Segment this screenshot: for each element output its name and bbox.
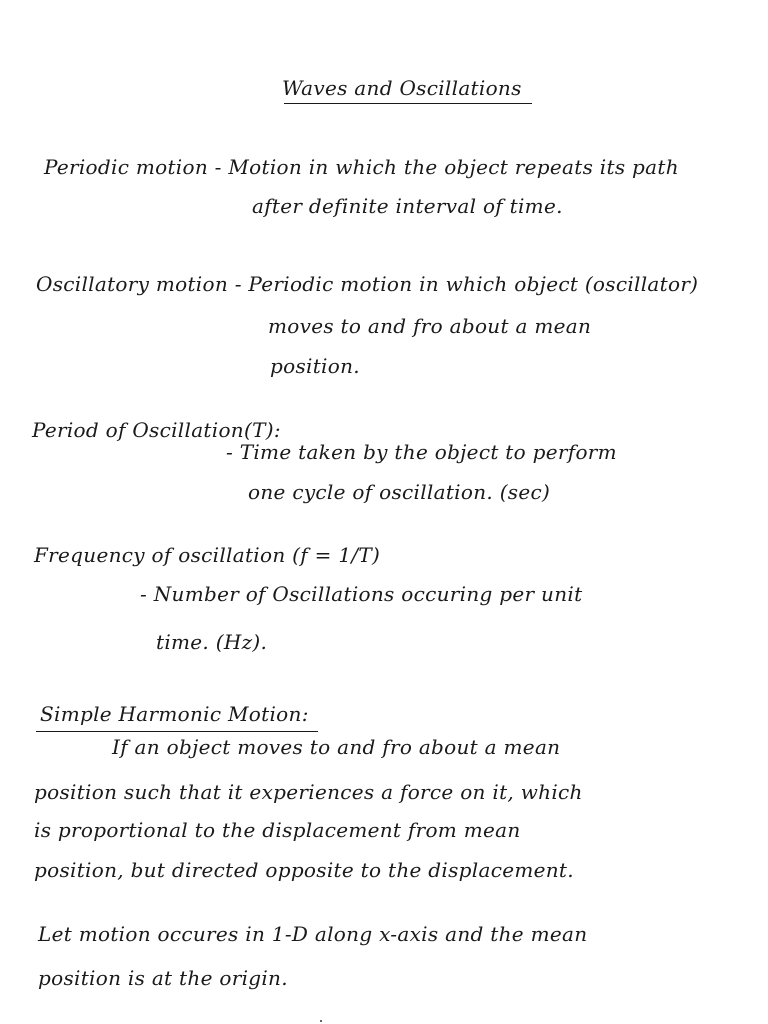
title-underline bbox=[284, 103, 532, 104]
frequency-heading: Frequency of oscillation (f = 1/T) bbox=[34, 543, 381, 567]
period-line-1: - Time taken by the object to perform bbox=[226, 440, 617, 464]
period-heading: Period of Oscillation(T): bbox=[32, 418, 281, 442]
oscillatory-motion-line-1: Oscillatory motion - Periodic motion in which object (oscillator) bbox=[36, 272, 699, 296]
page-title: Waves and Oscillations bbox=[282, 76, 522, 100]
periodic-motion-line-2: after definite interval of time. bbox=[252, 194, 563, 218]
pen-mark bbox=[320, 1020, 322, 1022]
shm-paragraph-line-5: Let motion occures in 1-D along x-axis and the mean bbox=[38, 922, 588, 946]
frequency-line-1: - Number of Oscillations occuring per unit bbox=[140, 582, 583, 606]
oscillatory-motion-line-2: moves to and fro about a mean bbox=[268, 314, 592, 338]
periodic-motion-line-1: Periodic motion - Motion in which the object repeats its path bbox=[44, 155, 679, 179]
shm-paragraph-line-2: position such that it experiences a force on it, which bbox=[34, 780, 583, 804]
shm-paragraph-line-3: is proportional to the displacement from mean bbox=[34, 818, 521, 842]
frequency-line-2: time. (Hz). bbox=[156, 630, 268, 654]
oscillatory-motion-line-3: position. bbox=[270, 354, 360, 378]
shm-paragraph-line-4: position, but directed opposite to the displacement. bbox=[34, 858, 574, 882]
shm-heading-underline bbox=[36, 731, 318, 732]
shm-paragraph-line-1: If an object moves to and fro about a mean bbox=[112, 735, 561, 759]
shm-heading: Simple Harmonic Motion: bbox=[40, 702, 309, 726]
period-line-2: one cycle of oscillation. (sec) bbox=[248, 480, 551, 504]
shm-paragraph-line-6: position is at the origin. bbox=[38, 966, 288, 990]
